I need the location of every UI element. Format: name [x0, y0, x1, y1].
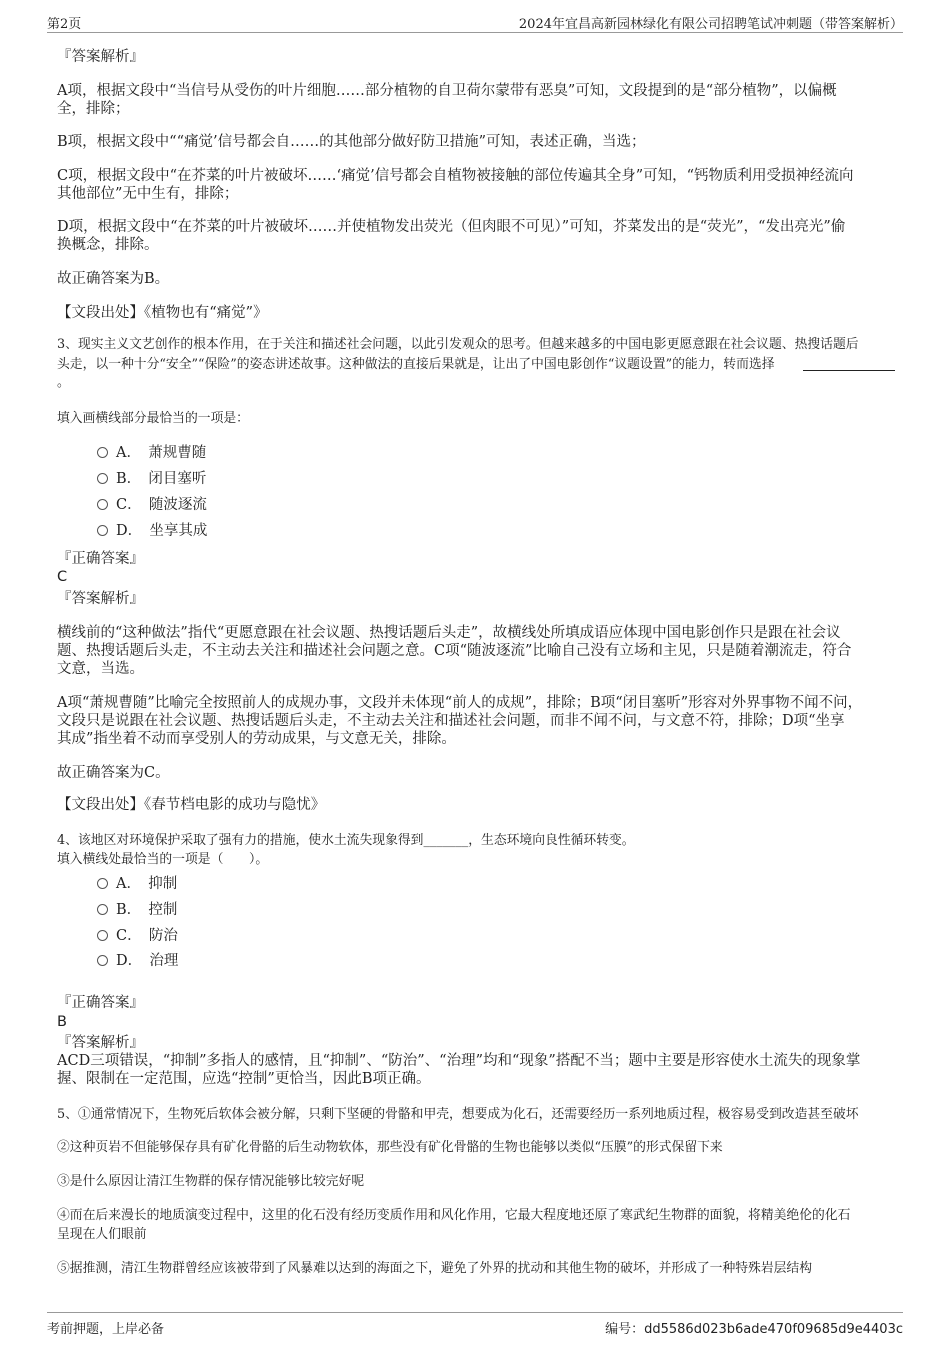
q2-analysis-a-line1: A项，根据文段中“当信号从受伤的叶片细胞……部分植物的自卫荷尔蒙带有恶臭”可知，文段提到的是“部分植物”，以偏概	[57, 83, 837, 99]
document-title: 2024年宜昌高新园林绿化有限公司招聘笔试冲刺题（带答案解析）	[518, 17, 903, 32]
q3-analysis-p2-line2: 文段只是说跟在社会议题、热搜话题后头走，不主动去关注和描述社会问题，而非不闻不问，与文意不符，排除；D项“坐享	[57, 713, 845, 729]
footer-code-label: 编号：	[605, 1322, 645, 1337]
radio-icon[interactable]	[97, 525, 108, 536]
q3-analysis-p1-line1: 横线前的“这种做法”指代“更愿意跟在社会议题、热搜话题后头走”，故横线处所填成语应体现中国电影创作只是跟在社会议	[57, 625, 841, 641]
q4-stem-line1: 4、该地区对环境保护采取了强有力的措施，使水土流失现象得到_______，生态环境向良性循环转变。	[57, 833, 635, 848]
q2-source: 【文段出处】《植物也有“痛觉”》	[57, 305, 268, 321]
page-footer	[47, 1312, 903, 1335]
q4-stem-line2: 填入横线处最恰当的一项是（ ）。	[57, 852, 269, 867]
q3-source: 【文段出处】《春节档电影的成功与隐忧》	[57, 797, 326, 813]
page-number: 第2页	[47, 17, 82, 32]
q4-option-c-label: C． 防治	[116, 928, 178, 944]
q2-conclusion: 故正确答案为B。	[57, 271, 170, 287]
q5-sentence-1: 5、①通常情况下，生物死后软体会被分解，只剩下坚硬的骨骼和甲壳，想要成为化石，还需要经历一系列地质过程，极容易受到改造甚至破坏	[57, 1107, 859, 1122]
q3-option-c[interactable]	[97, 496, 207, 514]
q3-option-a[interactable]	[97, 444, 206, 462]
q5-sentence-4-line2: 呈现在人们眼前	[57, 1227, 147, 1242]
q4-option-a-label: A． 抑制	[116, 876, 178, 892]
q3-analysis-p2-line3: 其成”指坐着不动而享受别人的劳动成果，与文意无关，排除。	[57, 731, 456, 747]
q2-analysis-c-line2: 其他部位”无中生有，排除；	[57, 186, 239, 202]
q5-sentence-3: ③是什么原因让清江生物群的保存情况能够比较完好呢	[57, 1174, 365, 1189]
q4-option-b-label: B． 控制	[116, 902, 178, 918]
q3-option-b-label: B． 闭目塞听	[116, 471, 207, 487]
q4-answer-label: 『正确答案』	[57, 995, 144, 1011]
q2-analysis-c-line1: C项，根据文段中“在芥菜的叶片被破坏……‘痛觉’信号都会自植物被接触的部位传遍其全身”可知，“钙物质利用受损神经流向	[57, 168, 854, 184]
page-header	[47, 12, 903, 33]
q3-option-d-label: D． 坐享其成	[116, 523, 208, 539]
q3-option-d[interactable]	[97, 522, 207, 540]
q4-option-a[interactable]	[97, 875, 177, 893]
q3-stem-line2: 头走，以一种十分“安全”“保险”的姿态讲述故事。这种做法的直接后果就是，让出了中国电影创作“议题设置”的能力，转而选择	[57, 357, 775, 372]
radio-icon[interactable]	[97, 447, 108, 458]
q2-analysis-d-line2: 换概念，排除。	[57, 237, 159, 253]
radio-icon[interactable]	[97, 499, 108, 510]
q3-answer: C	[57, 569, 68, 585]
q2-analysis-label: 『答案解析』	[57, 49, 144, 65]
radio-icon[interactable]	[97, 930, 108, 941]
q5-sentence-4-line1: ④而在后来漫长的地质演变过程中，这里的化石没有经历变质作用和风化作用，它最大程度地还原了寒武纪生物群的面貌，将精美绝伦的化石	[57, 1208, 851, 1223]
q2-analysis-a-line2: 全，排除；	[57, 101, 130, 117]
q3-conclusion: 故正确答案为C。	[57, 765, 170, 781]
footer-slogan: 考前押题，上岸必备	[47, 1322, 165, 1337]
radio-icon[interactable]	[97, 473, 108, 484]
radio-icon[interactable]	[97, 878, 108, 889]
radio-icon[interactable]	[97, 955, 108, 966]
q2-analysis-b: B项，根据文段中““痛觉’信号都会自……的其他部分做好防卫措施”可知，表述正确，当选；	[57, 134, 646, 150]
q3-stem-line3: 。	[57, 375, 70, 390]
q2-analysis-d-line1: D项，根据文段中“在芥菜的叶片被破坏……并使植物发出荧光（但肉眼不可见）”可知，芥菜发出的是“荧光”，“发出亮光”偷	[57, 219, 846, 235]
q3-analysis-p2-line1: A项“萧规曹随”比喻完全按照前人的成规办事，文段并未体现“前人的成规”，排除；B项“闭目塞听”形容对外界事物不闻不问，	[57, 695, 863, 711]
q3-answer-blank	[803, 370, 895, 371]
q3-prompt: 填入画横线部分最恰当的一项是：	[57, 411, 249, 426]
q3-analysis-p1-line2: 题、热搜话题后头走，不主动去关注和描述社会问题之意。C项“随波逐流”比喻自己没有立场和主见，只是随着潮流走，符合	[57, 643, 852, 659]
footer-code-value: dd5586d023b6ade470f09685d9e4403c	[644, 1322, 903, 1337]
q5-sentence-2: ②这种页岩不但能够保存具有矿化骨骼的后生动物软体，那些没有矿化骨骼的生物也能够以类似“压膜”的形式保留下来	[57, 1140, 723, 1155]
q4-option-d[interactable]	[97, 952, 178, 970]
q3-stem-line1: 3、现实主义文艺创作的根本作用，在于关注和描述社会问题，以此引发观众的思考。但越来越多的中国电影更愿意跟在社会议题、热搜话题后	[57, 337, 859, 352]
q4-analysis-line1: ACD三项错误，“抑制”多指人的感情，且“抑制”、“防治”、“治理”均和“现象”搭配不当；题中主要是形容使水土流失的现象掌	[57, 1053, 861, 1069]
q4-analysis-line2: 握、限制在一定范围，应选“控制”更恰当，因此B项正确。	[57, 1071, 431, 1087]
q3-answer-label: 『正确答案』	[57, 551, 144, 567]
q4-option-c[interactable]	[97, 927, 178, 945]
q4-option-d-label: D． 治理	[116, 953, 179, 969]
q3-analysis-p1-line3: 文意，当选。	[57, 661, 144, 677]
radio-icon[interactable]	[97, 904, 108, 915]
footer-code	[605, 1318, 903, 1337]
q3-analysis-label: 『答案解析』	[57, 591, 144, 607]
q3-option-a-label: A． 萧规曹随	[116, 445, 207, 461]
q4-analysis-label: 『答案解析』	[57, 1035, 144, 1051]
q3-option-c-label: C． 随波逐流	[116, 497, 207, 513]
q5-sentence-5: ⑤据推测，清江生物群曾经应该被带到了风暴难以达到的海面之下，避免了外界的扰动和其他生物的破坏，并形成了一种特殊岩层结构	[57, 1261, 813, 1276]
q4-answer: B	[57, 1014, 67, 1030]
q3-option-b[interactable]	[97, 470, 206, 488]
q4-option-b[interactable]	[97, 901, 177, 919]
